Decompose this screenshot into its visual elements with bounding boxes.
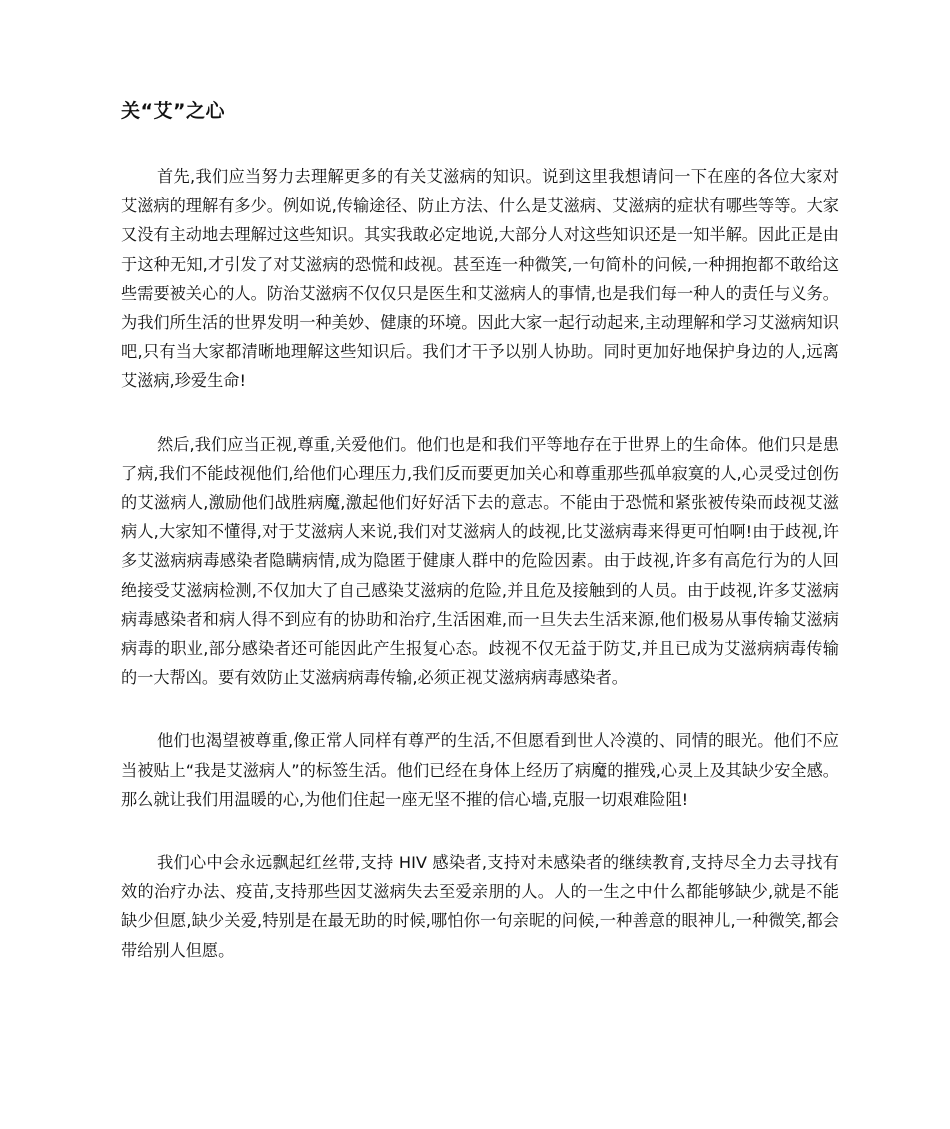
paragraph-4: 我们心中会永远飘起红丝带,支持 HIV 感染者,支持对未感染者的继续教育,支持尽全力去寻找有效的治疗办法、疫苗,支持那些因艾滋病失去至爱亲朋的人。人的一生之中什么都能够缺少,就是不能缺少但愿,缺少关爱,特别是在最无助的时候,哪怕你一句亲昵的问候,一种善意的眼神儿,一种微笑,都会带给别人但愿。 bbox=[121, 853, 839, 960]
paragraph-1: 首先,我们应当努力去理解更多的有关艾滋病的知识。说到这里我想请问一下在座的各位大家对艾滋病的理解有多少。例如说,传输途径、防止方法、什么是艾滋病、艾滋病的症状有哪些等等。大家又没有主动地去理解过这些知识。其实我敢必定地说,大部分人对这些知识还是一知半解。因此正是由于这种无知,才引发了对艾滋病的恐慌和歧视。甚至连一种微笑,一句简朴的问候,一种拥抱都不敢给这些需要被关心的人。防治艾滋病不仅仅只是医生和艾滋病人的事情,也是我们每一种人的责任与义务。为我们所生活的世界发明一种美妙、健康的环境。因此大家一起行动起来,主动理解和学习艾滋病知识吧,只有当大家都清晰地理解这些知识后。我们才干予以别人协助。同时更加好地保护身边的人,远离艾滋病,珍爱生命! bbox=[121, 167, 839, 391]
paragraph-2: 然后,我们应当正视,尊重,关爱他们。他们也是和我们平等地存在于世界上的生命体。他们只是患了病,我们不能歧视他们,给他们心理压力,我们反而要更加关心和尊重那些孤单寂寞的人,心灵受过创伤的艾滋病人,激励他们战胜病魔,激起他们好好活下去的意志。不能由于恐慌和紧张被传染而歧视艾滋病人,大家知不懂得,对于艾滋病人来说,我们对艾滋病人的歧视,比艾滋病毒来得更可怕啊!由于歧视,许多艾滋病病毒感染者隐瞒病情,成为隐匿于健康人群中的危险因素。由于歧视,许多有高危行为的人回绝接受艾滋病检测,不仅加大了自己感染艾滋病的危险,并且危及接触到的人员。由于歧视,许多艾滋病病毒感染者和病人得不到应有的协助和治疗,生活困难,而一旦失去生活来源,他们极易从事传输艾滋病病毒的职业,部分感染者还可能因此产生报复心态。歧视不仅无益于防艾,并且已成为艾滋病病毒传输的一大帮凶。要有效防止艾滋病病毒传输,必须正视艾滋病病毒感染者。 bbox=[121, 434, 839, 688]
body-text bbox=[121, 162, 839, 999]
paragraph-3: 他们也渴望被尊重,像正常人同样有尊严的生活,不但愿看到世人冷漠的、同情的眼光。他们不应当被贴上“我是艾滋病人”的标签生活。他们已经在身体上经历了病魔的摧残,心灵上及其缺少安全感。那么就让我们用温暖的心,为他们住起一座无坚不摧的信心墙,克服一切艰难险阻! bbox=[121, 731, 839, 809]
page-title: 关“艾”之心 bbox=[121, 100, 225, 122]
